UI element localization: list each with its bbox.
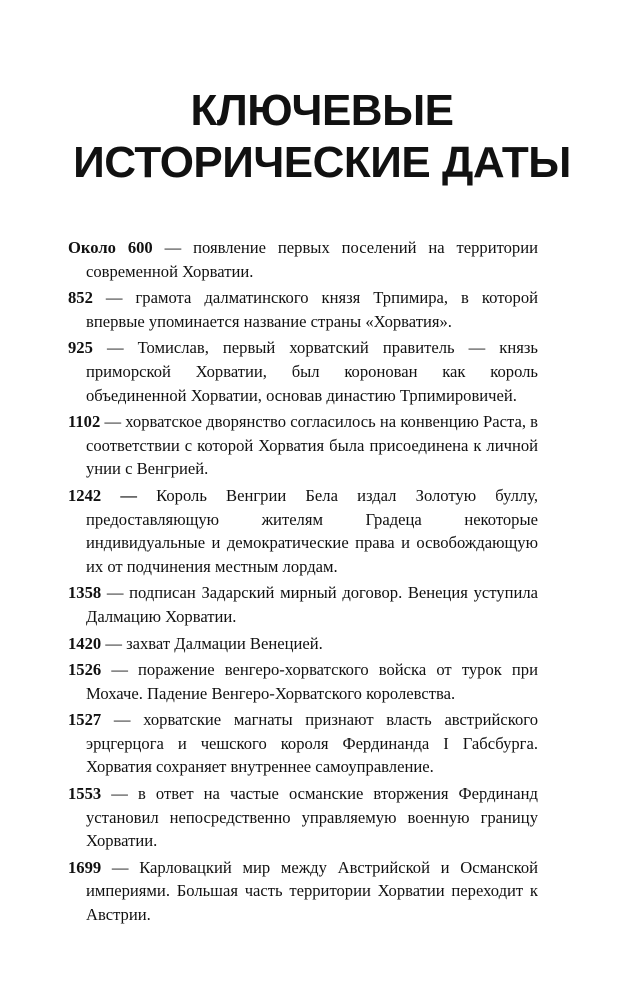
date-entry — [68, 286, 538, 333]
entry-text: — захват Далмации Венецией. — [101, 633, 323, 653]
entry-date: 1526 — [68, 660, 102, 680]
entry-date: 1553 — [68, 784, 102, 804]
title-line-1: КЛЮЧЕВЫЕ — [190, 86, 454, 135]
entry-date: 1699 — [68, 857, 102, 877]
entry-date: 925 — [68, 338, 93, 358]
entry-date: 852 — [68, 288, 93, 308]
date-entry — [68, 658, 538, 705]
entry-date: 1242 — — [68, 485, 137, 505]
entry-date: Около 600 — [68, 238, 153, 257]
entry-text: — Томислав, первый хорватский правитель — князь приморской Хорватии, был коронован как король объединенной Хорватии, основав династию Трпимировичей. — [86, 338, 538, 405]
entry-date: 1420 — [68, 633, 102, 653]
entry-text: — грамота далматинского князя Трпимира, в которой впервые упоминается название страны «Хорватия». — [86, 288, 538, 331]
date-entry — [68, 236, 538, 283]
entry-text: — Карловацкий мир между Австрийской и Османской империями. Большая часть территории Хорватии переходит к Австрии. — [86, 857, 538, 925]
title-line-2: ИСТОРИЧЕСКИЕ ДАТЫ — [73, 138, 571, 187]
entry-text: — хорватское дворянство согласилось на конвенцию Раста, в соответствии с которой Хорватия была присоединена к личной унии с Венгрией. — [86, 412, 538, 479]
date-entry — [68, 708, 538, 779]
date-entry — [68, 410, 538, 481]
date-entry — [68, 336, 538, 407]
date-entry — [68, 782, 538, 853]
date-entry — [68, 856, 538, 927]
date-entry — [68, 581, 538, 628]
entry-text: — появление первых поселений на территории современной Хорватии. — [86, 238, 538, 281]
entry-text: — хорватские магнаты признают власть австрийского эрцгерцога и чешского короля Фердинанда I Габсбурга. Хорватия сохраняет внутреннее самоуправление. — [86, 710, 538, 777]
entry-date: 1358 — [68, 583, 102, 603]
entry-date: 1102 — [68, 412, 101, 432]
entry-date: 1527 — [68, 710, 102, 730]
entry-text: Король Венгрии Бела издал Золотую буллу, предоставляющую жителям Градеца некоторые индивидуальные и демократические права и освобождающую их от подчинения местным лордам. — [86, 485, 538, 576]
page-title — [0, 85, 644, 189]
date-entry — [68, 484, 538, 578]
dates-list — [68, 236, 538, 930]
date-entry — [68, 632, 538, 656]
entry-text: — в ответ на частые османские вторжения Фердинанд установил непосредственно управляемую военную границу Хорватии. — [86, 784, 538, 851]
entry-text: — поражение венгеро-хорватского войска от турок при Мохаче. Падение Венгеро-Хорватского королевства. — [86, 660, 538, 703]
entry-text: — подписан Задарский мирный договор. Венеция уступила Далмацию Хорватии. — [86, 583, 538, 626]
